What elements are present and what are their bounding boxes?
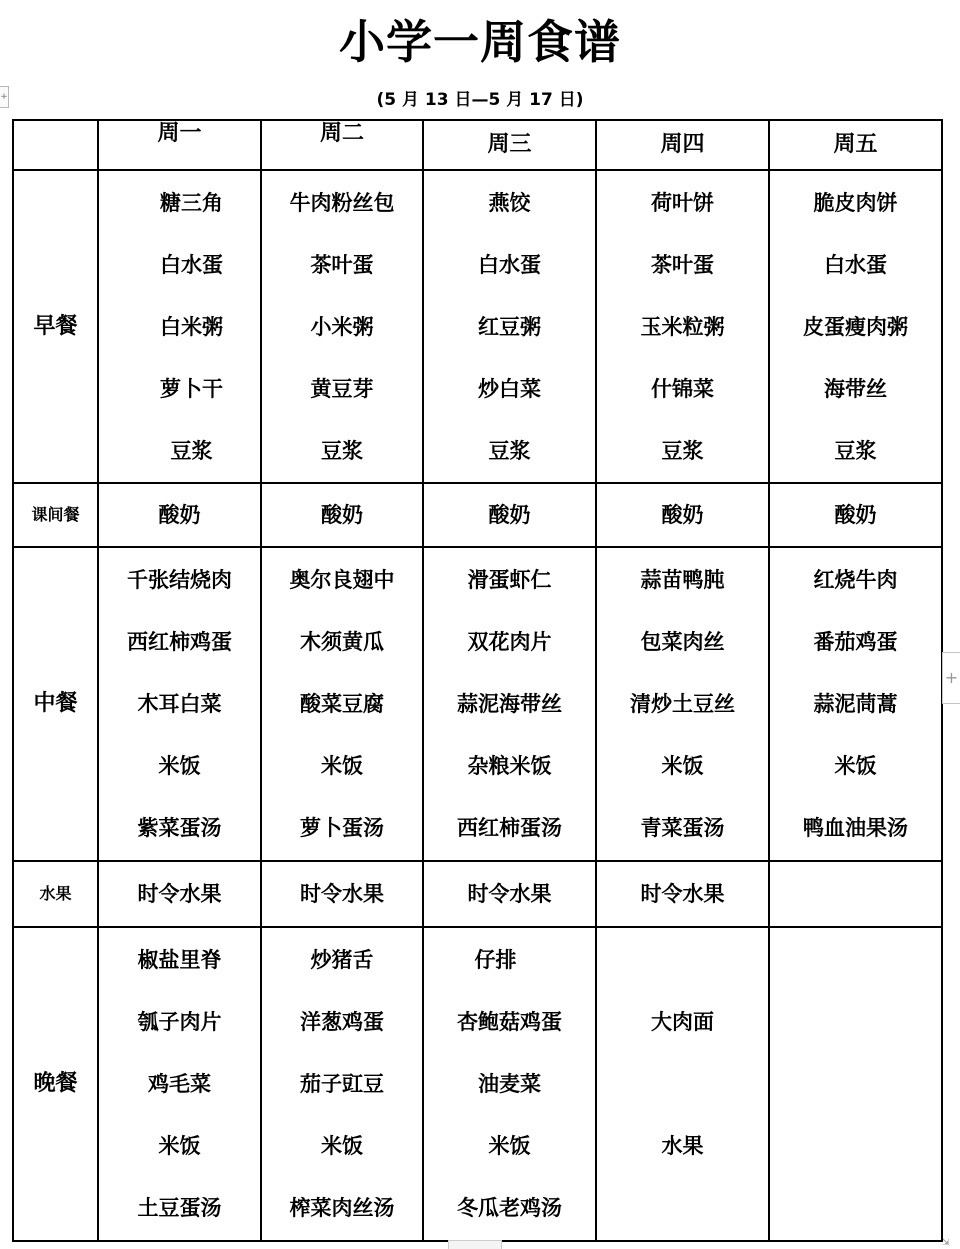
lunch-row: [13, 547, 942, 861]
lunch-thu: [596, 547, 769, 861]
dish-item: 土豆蛋汤: [137, 1196, 222, 1220]
dinner-mon: [98, 927, 261, 1241]
dish-item: 包菜肉丝: [640, 630, 725, 654]
dish-item: 米饭: [488, 1134, 531, 1158]
snack-tue: 酸奶: [261, 483, 423, 547]
dish-item: 白水蛋: [478, 253, 541, 277]
dish-item: 荷叶饼: [651, 191, 714, 215]
dish-item: 西红柿鸡蛋: [127, 630, 232, 654]
dish-item: 青菜蛋汤: [640, 816, 725, 840]
day-header-row: [13, 120, 942, 170]
meal-label-fruit: 水果: [13, 861, 98, 927]
dish-item: 红豆粥: [478, 315, 541, 339]
dish-item: 白米粥: [160, 315, 223, 339]
dish-item: 清炒土豆丝: [630, 692, 735, 716]
dinner-thu: [596, 927, 769, 1241]
day-header-wed: 周三: [423, 120, 596, 170]
dish-item: 茶叶蛋: [651, 253, 714, 277]
dish-item: 番茄鸡蛋: [813, 630, 898, 654]
date-range: (5 月 13 日—5 月 17 日): [376, 90, 584, 110]
dinner-fri: [769, 927, 942, 1241]
dish-item: 豆浆: [170, 439, 213, 463]
dish-item: 杏鲍菇鸡蛋: [457, 1010, 562, 1034]
dish-item: 玉米粒粥: [640, 315, 725, 339]
dish-item: 紫菜蛋汤: [137, 816, 222, 840]
dish-item: 油麦菜: [478, 1072, 541, 1096]
dish-item: 白水蛋: [824, 253, 887, 277]
dish-item: 大肉面: [651, 1010, 714, 1034]
dinner-row: [13, 927, 942, 1241]
dish-item: 米饭: [321, 1134, 363, 1158]
page-title: 小学一周食谱: [339, 15, 621, 69]
dish-item: 木耳白菜: [137, 692, 222, 716]
dish-item: 米饭: [158, 1134, 201, 1158]
table-anchor-icon[interactable]: +: [0, 86, 9, 108]
dish-item: 酸菜豆腐: [300, 692, 384, 716]
dish-item: 萝卜蛋汤: [300, 816, 384, 840]
dish-item: 椒盐里脊: [137, 948, 222, 972]
dish-item: 豆浆: [661, 439, 704, 463]
dinner-wed: [423, 927, 596, 1241]
dish-item: 鸭血油果汤: [803, 816, 908, 840]
dish-item: 榨菜肉丝汤: [289, 1196, 395, 1220]
breakfast-tue: [261, 170, 423, 483]
meal-label-lunch: 中餐: [13, 547, 98, 861]
dish-item: 茶叶蛋: [310, 253, 374, 277]
day-header-mon: 周一: [98, 120, 261, 170]
day-header-thu: 周四: [596, 120, 769, 170]
snack-mon: 酸奶: [98, 483, 261, 547]
breakfast-mon: [98, 170, 261, 483]
fruit-fri: [769, 861, 942, 927]
table-resize-handle[interactable]: [448, 1240, 502, 1249]
dish-item: 仔排: [474, 948, 517, 972]
snack-wed: 酸奶: [423, 483, 596, 547]
dish-item: 皮蛋瘦肉粥: [803, 315, 908, 339]
dish-item: 西红柿蛋汤: [457, 816, 562, 840]
fruit-thu: 时令水果: [596, 861, 769, 927]
dish-item: 米饭: [158, 754, 201, 778]
breakfast-fri: [769, 170, 942, 483]
lunch-fri: [769, 547, 942, 861]
dish-item: 洋葱鸡蛋: [300, 1010, 384, 1034]
dish-item: 糖三角: [160, 191, 223, 215]
dish-item: 千张结烧肉: [127, 568, 232, 592]
fruit-row: [13, 861, 942, 927]
dish-item: 双花肉片: [467, 630, 552, 654]
dish-item: 脆皮肉饼: [813, 191, 898, 215]
weekly-menu-table: [12, 119, 943, 1242]
day-header-tue: 周二: [261, 120, 423, 170]
breakfast-row: [13, 170, 942, 483]
dish-item: 炒猪舌: [310, 948, 374, 972]
snack-row: [13, 483, 942, 547]
dish-item: 炒白菜: [478, 377, 541, 401]
dish-item: 蒜泥海带丝: [457, 692, 562, 716]
breakfast-thu: [596, 170, 769, 483]
meal-label-breakfast: 早餐: [13, 170, 98, 483]
day-header-fri: 周五: [769, 120, 942, 170]
dish-item: 海带丝: [824, 377, 887, 401]
dish-item: 白水蛋: [160, 253, 223, 277]
dish-item: 黄豆芽: [310, 377, 374, 401]
dish-item: [597, 929, 768, 991]
snack-thu: 酸奶: [596, 483, 769, 547]
fruit-tue: 时令水果: [261, 861, 423, 927]
dish-item: 米饭: [661, 754, 704, 778]
dish-item: 蒜泥茼蒿: [813, 692, 898, 716]
fruit-mon: 时令水果: [98, 861, 261, 927]
corner-cell: [13, 120, 98, 170]
dish-item: 小米粥: [310, 315, 374, 339]
breakfast-wed: [423, 170, 596, 483]
dish-item: [597, 1177, 768, 1239]
snack-fri: 酸奶: [769, 483, 942, 547]
meal-label-snack: 课间餐: [13, 483, 98, 547]
dish-item: 米饭: [834, 754, 877, 778]
lunch-tue: [261, 547, 423, 861]
dish-item: 红烧牛肉: [813, 568, 898, 592]
fruit-wed: 时令水果: [423, 861, 596, 927]
dish-item: 瓠子肉片: [137, 1010, 222, 1034]
dish-item: 水果: [661, 1134, 704, 1158]
dish-item: 茄子豇豆: [300, 1072, 384, 1096]
dish-item: 什锦菜: [651, 377, 714, 401]
dish-item: 冬瓜老鸡汤: [457, 1196, 562, 1220]
dish-item: 蒜苗鸭肫: [640, 568, 725, 592]
dish-item: 牛肉粉丝包: [289, 191, 395, 215]
lunch-wed: [423, 547, 596, 861]
dinner-tue: [261, 927, 423, 1241]
dish-item: 奥尔良翅中: [289, 568, 395, 592]
dish-item: 滑蛋虾仁: [467, 568, 552, 592]
meal-label-dinner: 晚餐: [13, 927, 98, 1241]
dish-item: 豆浆: [834, 439, 877, 463]
dish-item: 鸡毛菜: [148, 1072, 211, 1096]
dish-item: 米饭: [321, 754, 363, 778]
dish-item: 豆浆: [488, 439, 531, 463]
dish-item: 燕饺: [488, 191, 531, 215]
table-resize-corner-icon[interactable]: ⇲: [942, 1238, 950, 1248]
dish-item: 萝卜干: [160, 377, 223, 401]
add-column-icon[interactable]: +: [942, 652, 960, 704]
dish-item: 木须黄瓜: [300, 630, 384, 654]
dish-item: [597, 1053, 768, 1115]
dish-item: 杂粮米饭: [467, 754, 552, 778]
lunch-mon: [98, 547, 261, 861]
dish-item: 豆浆: [321, 439, 363, 463]
